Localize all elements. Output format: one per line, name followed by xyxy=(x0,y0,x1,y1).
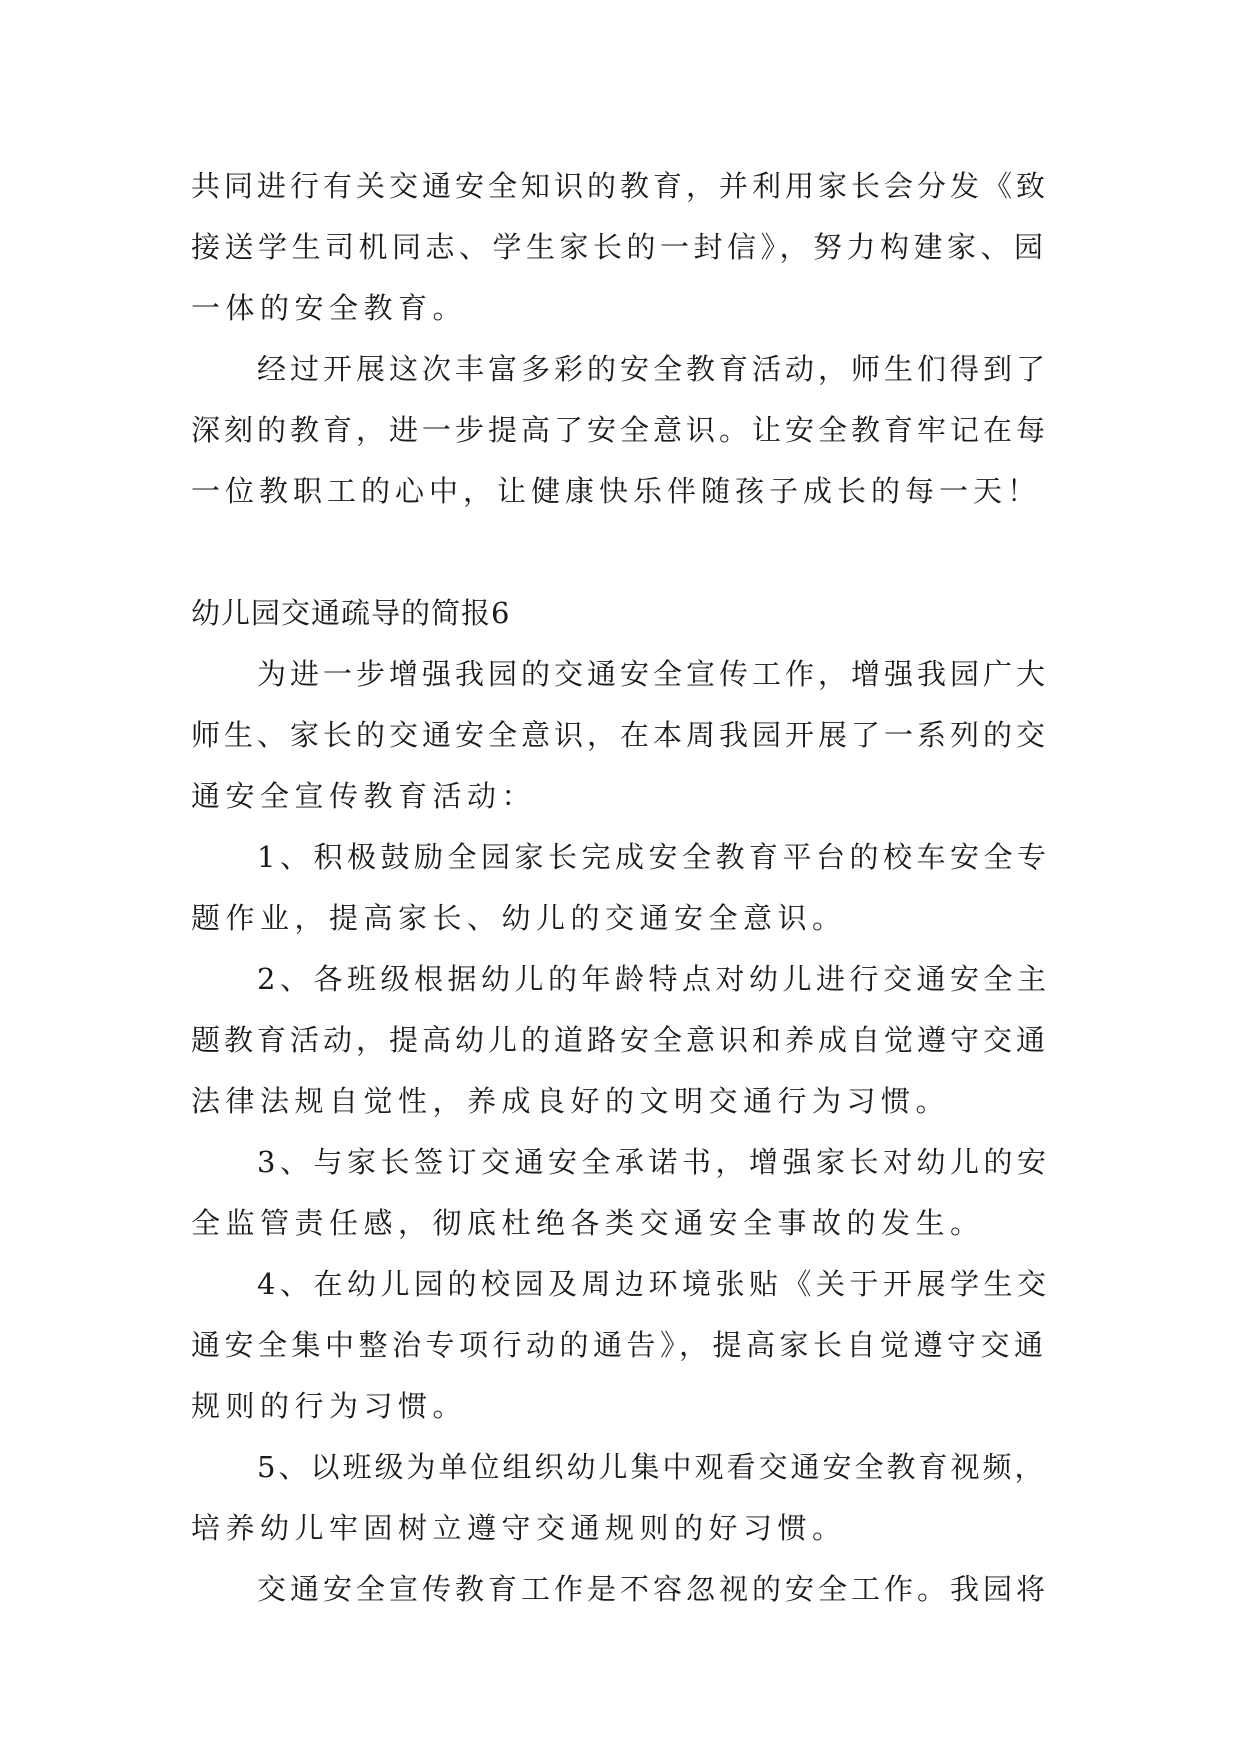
section-heading: 幼儿园交通疏导的简报6 xyxy=(191,596,511,630)
paragraph xyxy=(191,156,1052,339)
text-line: 题作业，提高家长、幼儿的交通安全意识。 xyxy=(191,901,847,935)
text-line: 通安全宣传教育活动： xyxy=(191,779,537,813)
list-item-paragraph xyxy=(191,1132,1052,1254)
list-item-paragraph xyxy=(191,827,1052,949)
blank-line xyxy=(191,522,1052,583)
list-item-paragraph xyxy=(191,949,1052,1132)
text-line: 为进一步增强我园的交通安全宣传工作，增强我园广大 xyxy=(257,657,1050,691)
text-line: 接送学生司机同志、学生家长的一封信》，努力构建家、园 xyxy=(191,230,1048,264)
text-line: 共同进行有关交通安全知识的教育，并利用家长会分发《致 xyxy=(191,169,1050,203)
paragraph xyxy=(191,644,1052,827)
text-line: 1、积极鼓励全园家长完成安全教育平台的校车安全专 xyxy=(257,840,1051,874)
text-line: 经过开展这次丰富多彩的安全教育活动，师生们得到了 xyxy=(257,352,1050,386)
list-item-paragraph xyxy=(191,1254,1052,1437)
text-line: 培养幼儿牢固树立遵守交通规则的好习惯。 xyxy=(191,1511,847,1545)
text-line: 通安全集中整治专项行动的通告》，提高家长自觉遵守交通 xyxy=(191,1328,1048,1362)
text-line: 规则的行为习惯。 xyxy=(191,1389,468,1423)
text-line: 法律法规自觉性，养成良好的文明交通行为习惯。 xyxy=(191,1084,951,1118)
paragraph xyxy=(191,1559,1052,1620)
paragraph xyxy=(191,339,1052,522)
text-line: 一位教职工的心中，让健康快乐伴随孩子成长的每一天！ xyxy=(191,474,1042,508)
text-line: 全监管责任感，彻底杜绝各类交通安全事故的发生。 xyxy=(191,1206,985,1240)
text-line: 深刻的教育，进一步提高了安全意识。让安全教育牢记在每 xyxy=(191,413,1050,447)
text-line: 5、以班级为单位组织幼儿集中观看交通安全教育视频， xyxy=(257,1450,1047,1484)
text-line: 3、与家长签订交通安全承诺书，增强家长对幼儿的安 xyxy=(257,1145,1051,1179)
text-line: 一体的安全教育。 xyxy=(191,291,468,325)
list-item-paragraph xyxy=(191,1437,1052,1559)
text-line: 4、在幼儿园的校园及周边环境张贴《关于开展学生交 xyxy=(257,1267,1051,1301)
text-line: 题教育活动，提高幼儿的道路安全意识和养成自觉遵守交通 xyxy=(191,1023,1050,1057)
text-line: 师生、家长的交通安全意识，在本周我园开展了一系列的交 xyxy=(191,718,1050,752)
document-body xyxy=(191,156,1052,1620)
text-line: 交通安全宣传教育工作是不容忽视的安全工作。我园将 xyxy=(257,1572,1050,1606)
text-line: 2、各班级根据幼儿的年龄特点对幼儿进行交通安全主 xyxy=(257,962,1051,996)
